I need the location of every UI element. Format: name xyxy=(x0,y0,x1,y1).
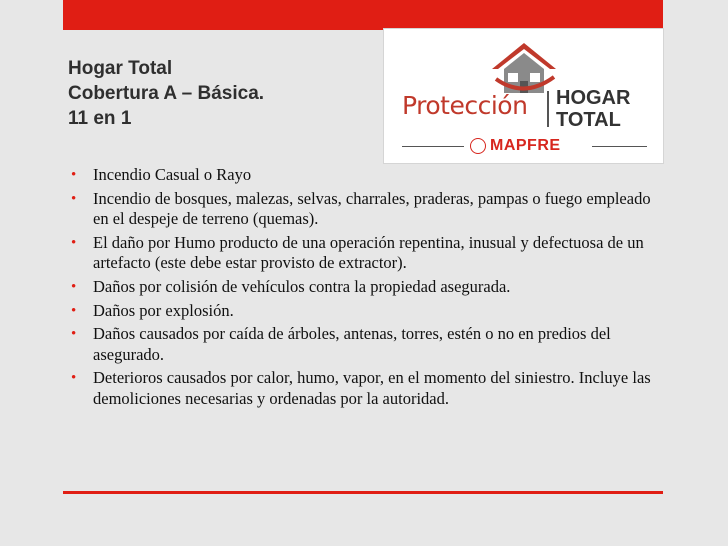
bullet-icon: • xyxy=(71,234,77,251)
list-item xyxy=(70,324,660,365)
list-item xyxy=(70,233,660,274)
list-item-text: Daños causados por caída de árboles, antenas, torres, estén o no en predios del asegurado. xyxy=(93,324,611,364)
bullet-icon: • xyxy=(71,167,77,183)
list-item-text: Incendio Casual o Rayo xyxy=(93,165,252,184)
coverage-list xyxy=(70,165,660,413)
bullet-icon: • xyxy=(71,278,77,295)
logo-word: Protección xyxy=(402,91,528,120)
mapfre-emblem-icon xyxy=(470,138,486,154)
bullet-icon: • xyxy=(71,190,77,207)
logo-brand xyxy=(556,87,630,131)
list-item-text: Daños por colisión de vehículos contra la propiedad asegurada. xyxy=(93,276,511,296)
slide-title xyxy=(68,56,368,131)
bullet-icon: • xyxy=(71,326,77,343)
bullet-icon: • xyxy=(71,370,77,387)
logo-brand-line: HOGAR xyxy=(556,87,631,109)
top-accent-bar xyxy=(63,0,663,30)
list-item-text: El daño por Humo producto de una operación repentina, inusual y defectuosa de un artefacto (este debe estar provisto de extractor). xyxy=(93,232,644,273)
list-item xyxy=(70,277,660,298)
title-line: Hogar Total xyxy=(68,58,173,79)
divider xyxy=(592,146,647,147)
divider xyxy=(402,146,464,147)
bullet-icon: • xyxy=(71,302,77,319)
list-item-text: Deterioros causados por calor, humo, vapor, en el momento del siniestro. Incluye las demoliciones necesarias y ordenadas por la autoridad. xyxy=(93,368,651,408)
house-icon xyxy=(484,39,564,99)
logo-separator xyxy=(547,91,549,127)
title-line: 11 en 1 xyxy=(68,108,132,129)
list-item-text: Daños por explosión. xyxy=(93,300,234,320)
list-item xyxy=(70,165,660,186)
mapfre-row xyxy=(402,137,647,155)
logo-brand-line: TOTAL xyxy=(556,109,621,131)
title-line: Cobertura A – Básica. xyxy=(68,83,265,104)
list-item xyxy=(70,368,660,409)
mapfre-wordmark: MAPFRE xyxy=(490,137,561,154)
bottom-accent-line xyxy=(63,491,663,494)
list-item xyxy=(70,301,660,322)
list-item xyxy=(70,189,660,230)
list-item-text: Incendio de bosques, malezas, selvas, charrales, praderas, pampas o fuego empleado en el despeje de terreno (quemas). xyxy=(93,188,651,229)
proteccion-hogar-total-logo xyxy=(383,28,664,164)
